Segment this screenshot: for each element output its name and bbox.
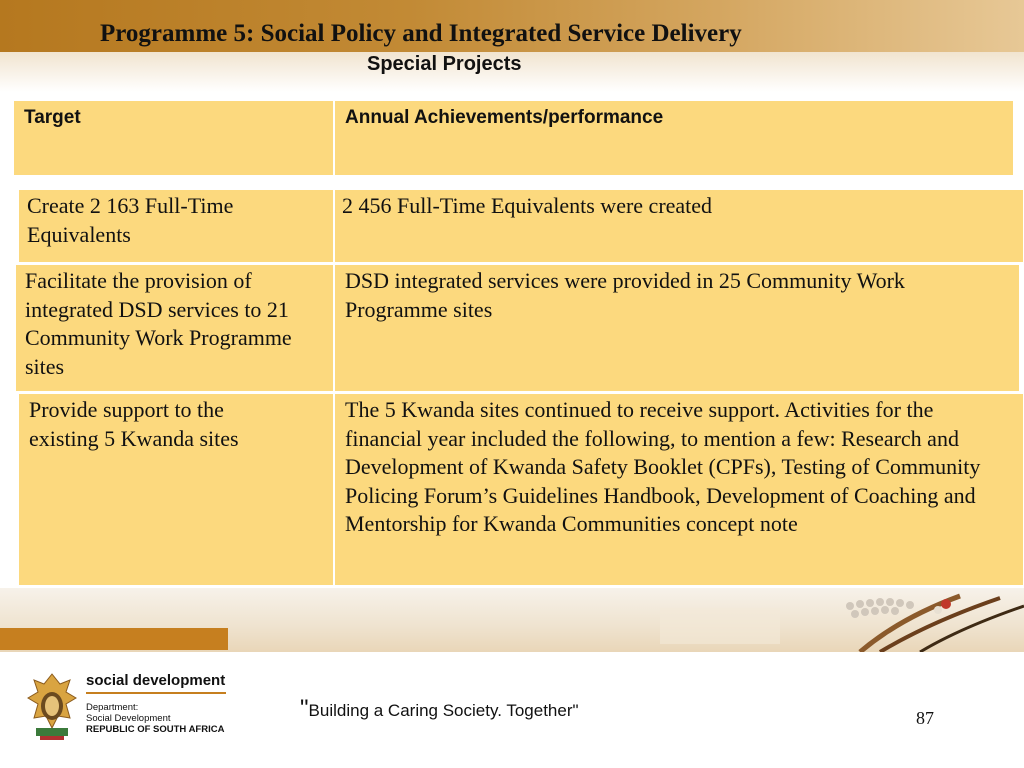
footer-accent-bar <box>0 628 228 650</box>
logo-line-1: Department: <box>86 702 139 713</box>
coat-of-arms-icon <box>26 672 78 742</box>
row-2-target: Facilitate the provision of integrated DSD services to 21 Community Work Programme sites <box>16 265 333 391</box>
logo-name: social development <box>86 672 226 689</box>
page-number: 87 <box>916 708 934 728</box>
row-2-achievement: DSD integrated services were provided in 25 Community Work Programme sites <box>335 265 1019 391</box>
logo-line-2: Social Development <box>86 713 171 724</box>
row-1-target: Create 2 163 Full-Time Equivalents <box>19 190 333 262</box>
row-1-achievement: 2 456 Full-Time Equivalents were created <box>335 190 1023 262</box>
slogan-open-quote: " <box>300 695 309 722</box>
page-subtitle: Special Projects <box>367 53 522 75</box>
slogan-text: Building a Caring Society. Together" <box>308 701 579 720</box>
logo-line-3: REPUBLIC OF SOUTH AFRICA <box>86 724 225 735</box>
column-header-target: Target <box>14 101 333 175</box>
logo-divider <box>86 692 226 694</box>
page-title: Programme 5: Social Policy and Integrated Service Delivery <box>100 20 742 47</box>
row-3-target: Provide support to the existing 5 Kwanda sites <box>19 394 333 585</box>
row-3-achievement: The 5 Kwanda sites continued to receive support. Activities for the financial year included the following, to mention a few: Research and Development of Kwanda Safety Booklet (CPFs), Testing of Community Policing Forum’s Guidelines Handbook, Development of Coaching and Mentorship for Kwanda Communities concept note <box>335 394 1023 585</box>
column-header-achievement: Annual Achievements/performance <box>335 101 1013 175</box>
slogan <box>300 695 579 723</box>
department-logo <box>86 672 226 735</box>
